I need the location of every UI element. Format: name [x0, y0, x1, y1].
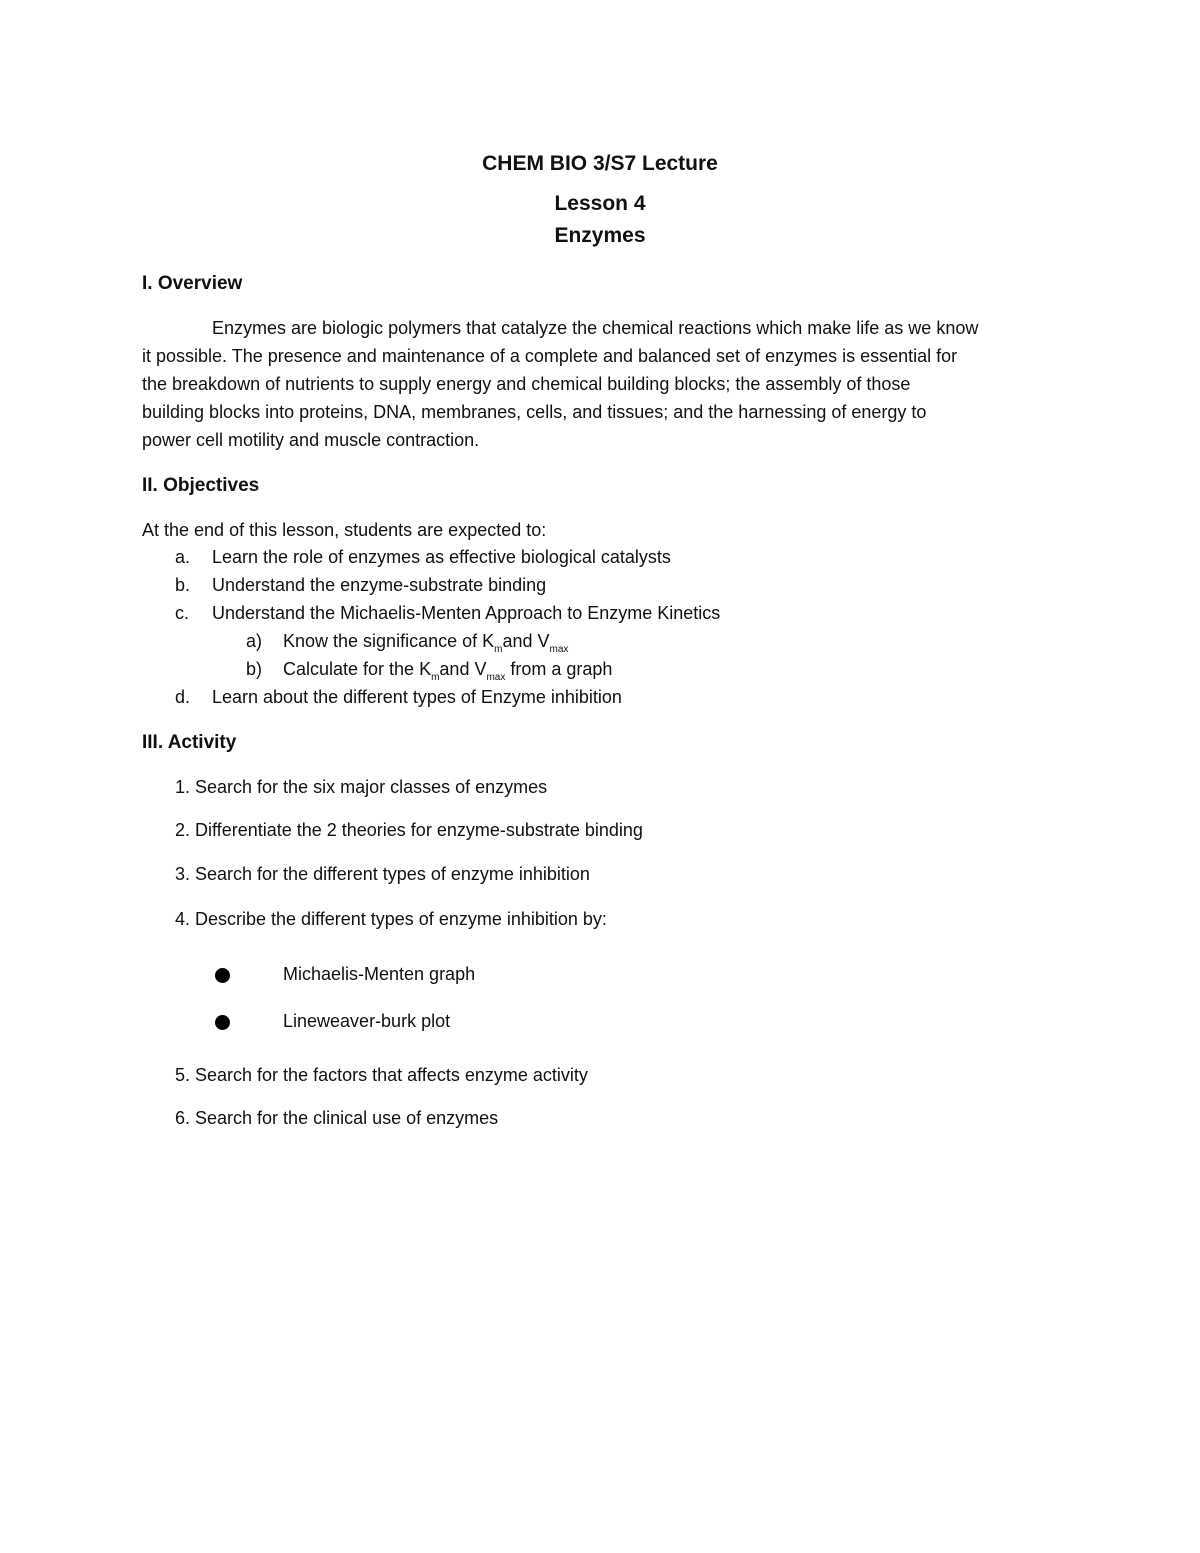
objective-subitem-text: Know the significance of $K_mand$ $V_{max}$: [283, 631, 569, 655]
activity-item: 5. Search for the factors that affects enzyme activity: [175, 1065, 588, 1085]
objective-subitem-marker: b): [246, 659, 263, 679]
activity-item: 4. Describe the different types of enzyme inhibition by:: [175, 909, 607, 929]
objectives-intro: At the end of this lesson, students are expected to:: [142, 520, 547, 540]
activity-item: 2. Differentiate the 2 theories for enzyme-substrate binding: [175, 820, 643, 840]
objective-marker: b.: [175, 575, 191, 595]
lesson-topic: Enzymes: [554, 224, 646, 247]
subscript: max: [486, 672, 506, 683]
overview-heading: I. Overview: [142, 273, 243, 294]
course-title: CHEM BIO 3/S7 Lecture: [482, 152, 718, 175]
bullet-icon: [215, 968, 230, 983]
overview-line: the breakdown of nutrients to supply energy and chemical building blocks; the assembly of those: [142, 374, 911, 394]
objective-text: Understand the enzyme-substrate binding: [212, 575, 547, 595]
activity-bullet-text: Michaelis-Menten graph: [283, 964, 476, 984]
objectives-heading: II. Objectives: [142, 475, 260, 496]
subscript: m: [494, 644, 503, 655]
overview-line: it possible. The presence and maintenance of a complete and balanced set of enzymes is essential for: [142, 346, 958, 366]
activity-heading: III. Activity: [142, 732, 237, 753]
overview-line: power cell motility and muscle contraction.: [142, 430, 480, 450]
overview-line: Enzymes are biologic polymers that catalyze the chemical reactions which make life as we know: [212, 318, 979, 338]
objective-marker: a.: [175, 547, 191, 567]
subscript: m: [431, 672, 440, 683]
activity-item: 1. Search for the six major classes of enzymes: [175, 777, 548, 797]
objective-subitem-marker: a): [246, 631, 263, 651]
overview-line: building blocks into proteins, DNA, membranes, cells, and tissues; and the harnessing of energy to: [142, 402, 927, 422]
objective-text: Learn the role of enzymes as effective biological catalysts: [212, 547, 671, 567]
objective-marker: d.: [175, 687, 191, 707]
lesson-number: Lesson 4: [554, 192, 646, 215]
activity-item: 3. Search for the different types of enzyme inhibition: [175, 864, 590, 884]
objective-marker: c.: [175, 603, 190, 623]
objective-text: Learn about the different types of Enzyme inhibition: [212, 687, 622, 707]
objective-subitem-text: Calculate for the $K_mand$ $V_{max}$ from a graph: [283, 659, 613, 683]
subscript: max: [549, 644, 569, 655]
objective-text: Understand the Michaelis-Menten Approach to Enzyme Kinetics: [212, 603, 721, 623]
activity-item: 6. Search for the clinical use of enzymes: [175, 1108, 499, 1128]
activity-bullet-text: Lineweaver-burk plot: [283, 1011, 451, 1031]
bullet-icon: [215, 1015, 230, 1030]
